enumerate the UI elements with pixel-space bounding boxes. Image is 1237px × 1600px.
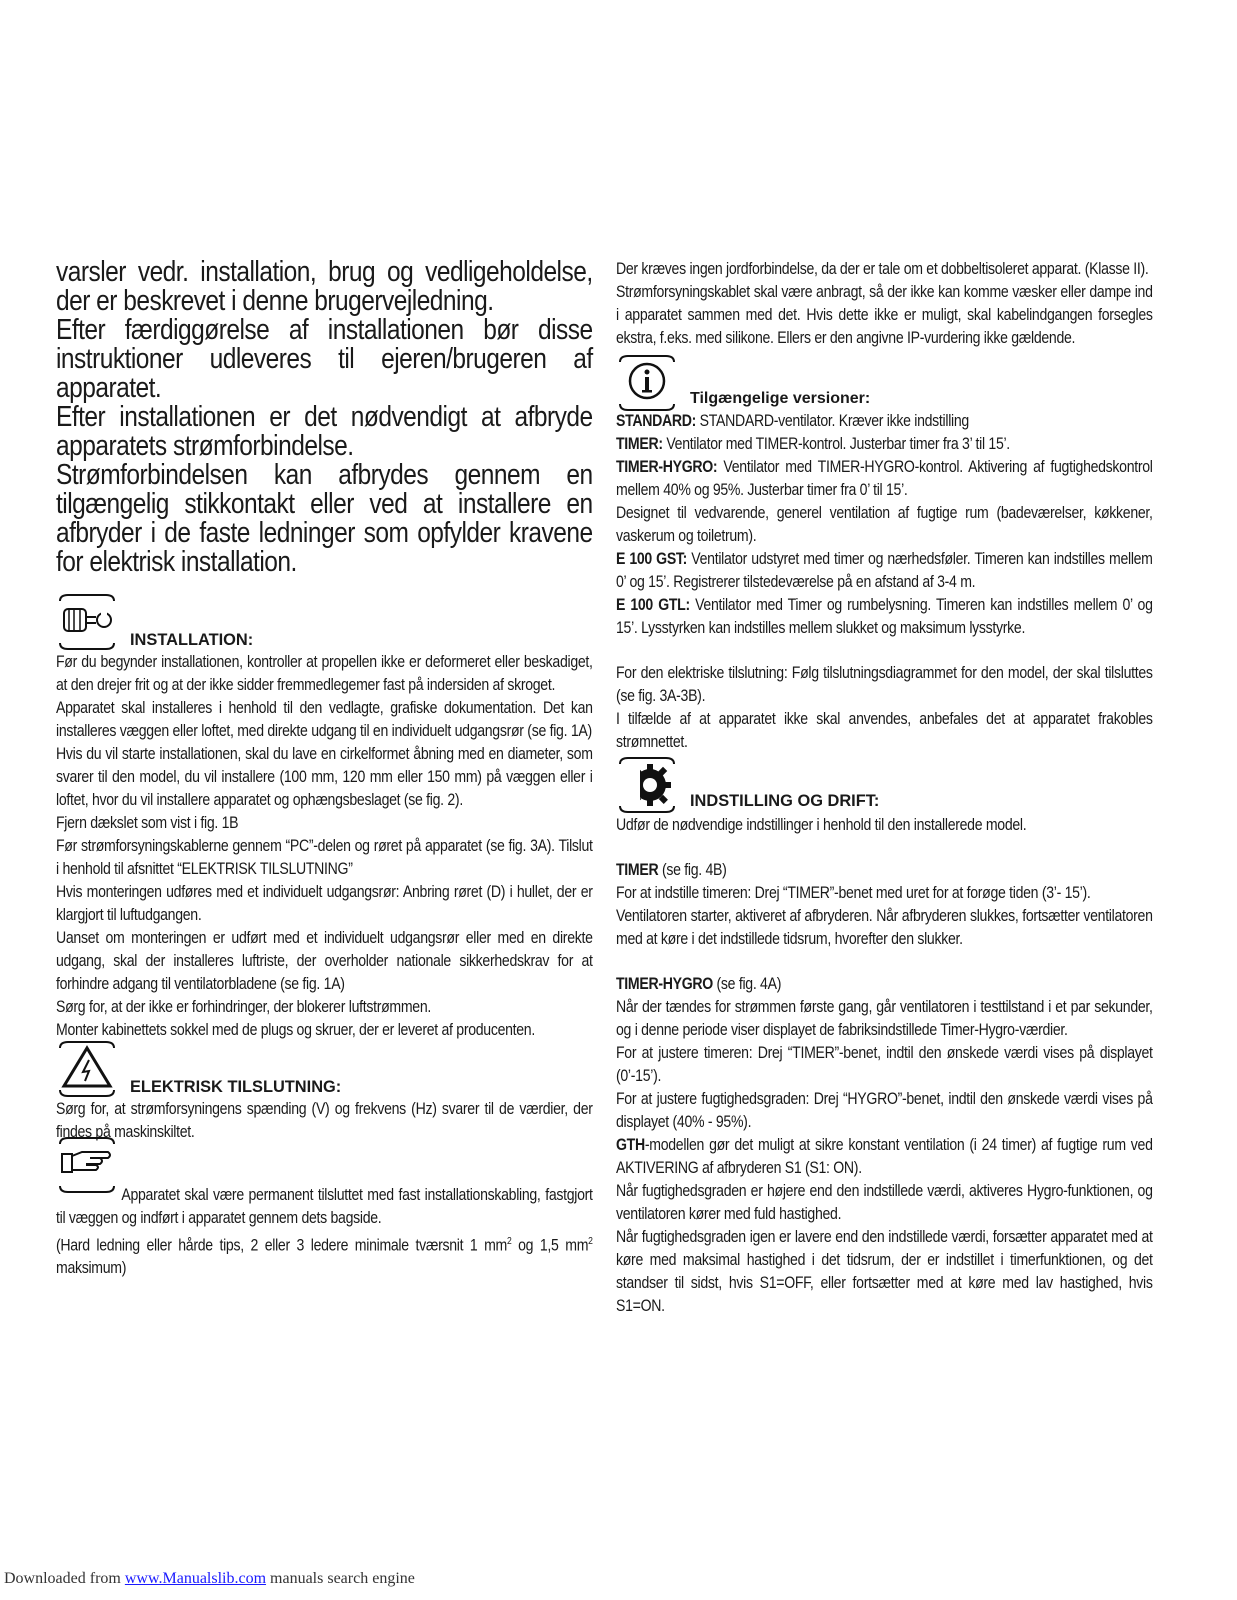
superscript: 2 [506,1236,512,1247]
hygro-heading [616,973,1153,996]
timer-ref: (se fig. 4B) [658,861,727,879]
paragraph: For at justere fugtighedsgraden: Drej “HYGRO”-benet, indtil den ønskede værdi vises på displayet (40% - 95%). [616,1090,1153,1131]
hygro-ref: (se fig. 4A) [712,975,782,993]
paragraph: Strømforsyningskablet skal være anbragt, så der ikke kan komme væsker eller dampe ind i apparatet sammen med det. Hvis dette ikke er muligt, skal kabelindgangen forsegles ekstra, f.eks. med silikone. Ellers er den angivne IP-vurdering ikke gældende. [616,283,1153,347]
version-desc: Ventilator med TIMER-kontrol. Justerbar timer fra 3’ til 15’. [662,435,1010,453]
paragraph: Sørg for, at der ikke er forhindringer, der blokerer luftstrømmen. [56,998,431,1016]
note-header [56,1130,592,1190]
left-column [56,258,592,1280]
paragraph: For den elektriske tilslutning: Følg tilslutningsdiagrammet for den model, der skal tilsluttes (se fig. 3A-3B). [616,664,1153,705]
intro-text [56,258,593,577]
text: og 1,5 mm [511,1236,589,1255]
section-title: INDSTILLING OG DRIFT: [690,792,880,810]
paragraph: Sørg for, at strømforsyningens spænding (V) og frekvens (Hz) svarer til de værdier, der findes på maskinskiltet. [56,1100,593,1141]
section-title: Tilgængelige versioner: [690,390,871,407]
version-item [616,410,1153,433]
installation-body [56,651,593,1042]
paragraph: Når der tændes for strømmen første gang, går ventilatoren i testtilstand i et par sekunder, og i denne periode viser displayet de fabriksindstillede Timer-Hygro-værdier. [616,998,1153,1039]
paragraph: Før du begynder installationen, kontroller at propellen ikke er deformeret eller beskadiget, at den drejer frit og at der ikke sidder fremmedlegemer fast på indersiden af skroget. [56,653,593,694]
paragraph: Monter kabinettets sokkel med de plugs og skruer, der er leveret af producenten. [56,1021,535,1039]
paragraph [56,1230,593,1280]
version-desc: Designet til vedvarende, generel ventilation af fugtige rum (badeværelser, køkkener, vaskerum og toiletrum). [616,504,1153,545]
versions-header [616,352,1153,416]
section-title: ELEKTRISK TILSLUTNING: [130,1078,342,1096]
paragraph: For at justere timeren: Drej “TIMER”-benet, indtil den ønskede værdi vises på displayet (0’-15’). [616,1044,1153,1085]
timer-key: TIMER [616,861,659,879]
settings-body [616,814,1153,1318]
intro-paragraph: varsler vedr. installation, brug og vedligeholdelse, der er beskrevet i denne brugervejledning. [56,256,593,317]
tools-hand-icon [56,593,120,649]
intro-paragraph: Efter installationen er det nødvendigt at afbryde apparatets strømforbindelse. [56,401,593,462]
version-item [616,548,1153,594]
right-column [616,258,1153,1318]
intro-paragraph: Strømforbindelsen kan afbrydes gennem en tilgængelig stikkontakt eller ved at installere en afbryder i de faste ledninger som opfylder kravene for elektrisk installation. [56,459,593,578]
version-item [616,433,1153,456]
electrical-header [56,1038,592,1104]
manualslib-link[interactable]: www.Manualslib.com [124,1570,267,1587]
timer-heading [616,859,1153,882]
version-desc: STANDARD-ventilator. Kræver ikke indstilling [696,412,969,430]
version-desc: Ventilator med TIMER-HYGRO-kontrol. Aktivering af fugtighedskontrol mellem 40% og 95%. Justerbar timer fra 0’ til 15’. [616,458,1153,499]
paragraph: Fjern dækslet som vist i fig. 1B [56,814,239,832]
gth-desc: -modellen gør det muligt at sikre konstant ventilation (i 24 timer) af fugtige rum ved AKTIVERING af afbryderen S1 (S1: ON). [616,1136,1153,1177]
version-key: STANDARD: [616,412,697,430]
footer-prefix: Downloaded from [4,1570,125,1587]
paragraph [616,1134,1153,1180]
version-key: E 100 GTL: [616,596,690,614]
paragraph: For at indstille timeren: Drej “TIMER”-benet med uret for at forøge tiden (3’- 15’). [616,884,1091,902]
gear-icon [616,756,680,812]
hygro-key: TIMER-HYGRO [616,975,713,993]
version-key: E 100 GST: [616,550,688,568]
settings-header [616,754,1153,818]
version-item [616,594,1153,640]
version-desc: Ventilator med Timer og rumbelysning. Timeren kan indstilles mellem 0’ og 15’. Lysstyrken kan indstilles mellem slukket og maksimum lysstyrke. [616,596,1153,637]
text: maksimum) [56,1259,127,1278]
version-key: TIMER-HYGRO: [616,458,718,476]
paragraph: Der kræves ingen jordforbindelse, da der er tale om et dobbeltisoleret apparat. (Klasse II). [616,260,1149,278]
version-item [616,502,1153,548]
high-voltage-warning-icon [56,1040,120,1096]
info-icon [616,354,680,410]
paragraph: Ventilatoren starter, aktiveret af afbryderen. Når afbryderen slukkes, fortsætter ventilatoren med at køre i det indstillede tidsrum, hvorefter den slukker. [616,907,1153,948]
paragraph: Udfør de nødvendige indstillinger i henhold til den installerede model. [616,816,1027,834]
grounding-body [616,258,1153,350]
paragraph: Uanset om monteringen er udført med et individuelt udgangsrør eller med en direkte udgang, skal der installeres luftriste, der overholder nationale sikkerhedskrav for at forhindre adgang til ventilatorbladene (se fig. 1A) [56,929,593,993]
version-key: TIMER: [616,435,663,453]
version-item [616,456,1153,502]
footer-suffix: manuals search engine [266,1570,415,1587]
paragraph: Hvis du vil starte installationen, skal du lave en cirkelformet åbning med en diameter, som svarer til den model, du vil installere (100 mm, 120 mm eller 150 mm) på væggen eller i loftet, hvor du vil installere apparatet og ophængsbeslaget (se fig. 2). [56,745,593,809]
paragraph: I tilfælde af at apparatet ikke skal anvendes, anbefales det at apparatet frakobles strømnettet. [616,710,1153,751]
paragraph: Når fugtighedsgraden er højere end den indstillede værdi, aktiveres Hygro-funktionen, og ventilatoren kører med fuld hastighed. [616,1182,1153,1223]
intro-paragraph: Efter færdiggørelse af installationen bør disse instruktioner udleveres til ejeren/brugeren af apparatet. [56,314,593,404]
note-body [56,1184,593,1280]
paragraph: Apparatet skal installeres i henhold til den vedlagte, grafiske dokumentation. Det kan installeres væggen eller loftet, med direkte udgang til en individuelt udgangsrør (se fig. 1A) [56,699,593,740]
paragraph: Når fugtighedsgraden igen er lavere end den indstillede værdi, forsætter apparatet med at køre med maksimal hastighed i det tidsrum, der er indstillet i timerfunktionen, og det standser til sidst, hvis S1=OFF, eller fortsætter med at køre med lav hastighed, hvis S1=ON. [616,1228,1153,1315]
text: (Hard ledning eller hårde tips, 2 eller 3 ledere minimale tværsnit 1 mm [56,1236,507,1255]
gth-key: GTH [616,1136,645,1154]
installation-header [56,591,592,657]
version-desc: Ventilator udstyret med timer og nærhedsføler. Timeren kan indstilles mellem 0’ og 15’. Registrerer tilstedeværelse på en afstand af 3-4 m. [616,550,1153,591]
download-footer [4,1570,415,1588]
note-paragraph: Apparatet skal være permanent tilsluttet med fast installationskabling, fastgjort til væggen og indført i apparatet gennem dets bagside. [56,1186,593,1227]
superscript: 2 [588,1236,593,1247]
section-title: INSTALLATION: [130,631,254,649]
paragraph: Før strømforsyningskablerne gennem “PC”-delen og røret på apparatet (se fig. 3A). Tilslut i henhold til afsnittet “ELEKTRISK TILSLUTNING” [56,837,593,878]
paragraph: Hvis monteringen udføres med et individuelt udgangsrør: Anbring røret (D) i hullet, der er klargjort til luftudgangen. [56,883,593,924]
versions-list [616,410,1153,754]
